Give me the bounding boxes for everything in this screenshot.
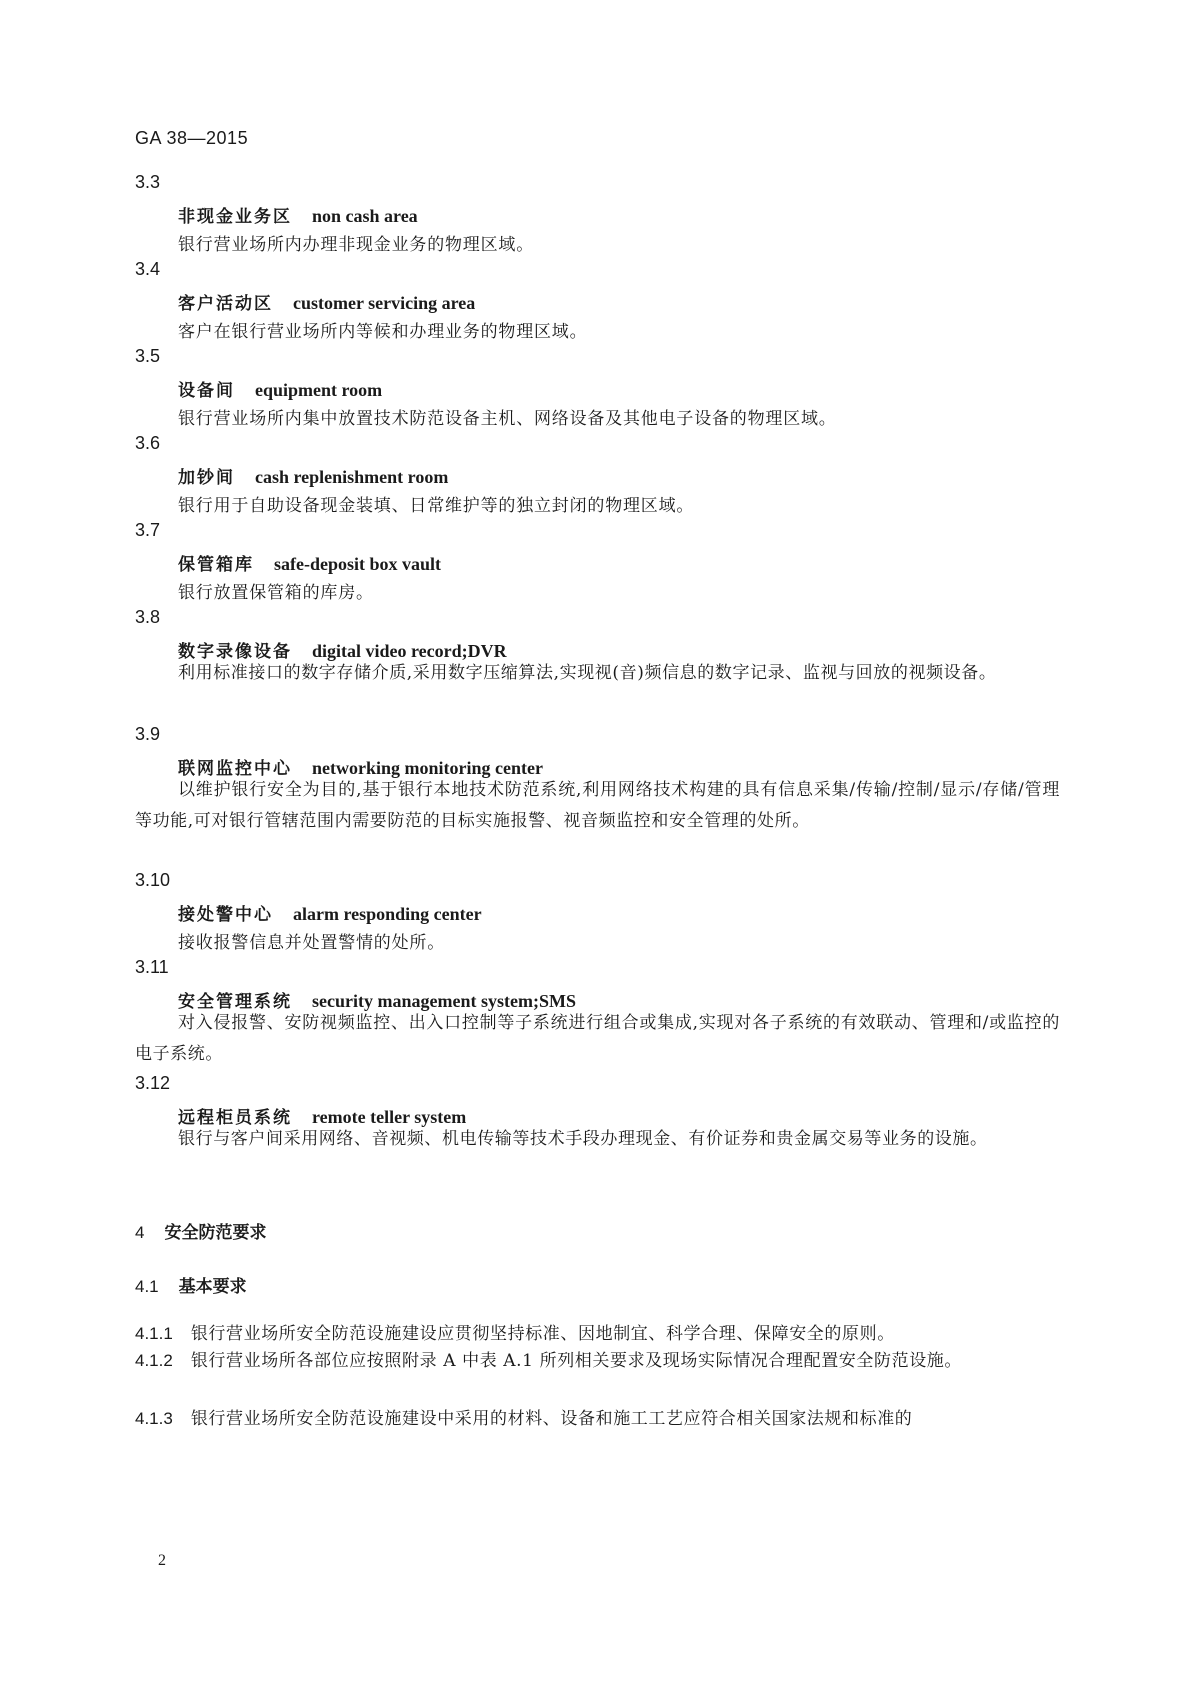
clause-number: 4.1.3	[135, 1409, 173, 1428]
term-en: networking monitoring center	[312, 758, 543, 778]
clause-text: 银行营业场所安全防范设施建设应贯彻坚持标准、因地制宜、科学合理、保障安全的原则。	[190, 1324, 895, 1344]
term-zh: 非现金业务区	[178, 207, 292, 227]
term-definition: 银行营业场所内办理非现金业务的物理区域。	[178, 235, 534, 255]
term-number: 3.10	[135, 870, 171, 890]
term-en: cash replenishment room	[255, 467, 449, 487]
term-zh: 安全管理系统	[178, 992, 292, 1012]
clause	[135, 1345, 1060, 1377]
term-definition: 以维护银行安全为目的,基于银行本地技术防范系统,利用网络技术构建的具有信息采集/传输/控制/显示/存储/管理等功能,可对银行管辖范围内需要防范的目标实施报警、视音频监控和安全管理的处所。	[135, 780, 1060, 831]
term-zh: 客户活动区	[178, 294, 273, 314]
term-zh: 接处警中心	[178, 905, 273, 925]
term-number: 3.8	[135, 607, 161, 627]
term-number: 3.3	[135, 172, 161, 192]
term-en: digital video record;DVR	[312, 641, 507, 661]
term-title	[178, 202, 418, 227]
term-zh: 设备间	[178, 381, 235, 401]
term-definition: 银行与客户间采用网络、音视频、机电传输等技术手段办理现金、有价证券和贵金属交易等业务的设施。	[178, 1129, 988, 1149]
term-en: security management system;SMS	[312, 991, 576, 1011]
subsection-title: 基本要求	[178, 1277, 247, 1297]
clause	[135, 1403, 1060, 1435]
section-number: 4	[135, 1223, 145, 1242]
term-title	[178, 289, 475, 314]
term-definition: 客户在银行营业场所内等候和办理业务的物理区域。	[178, 322, 588, 342]
term-number: 3.4	[135, 259, 161, 279]
term-title	[178, 463, 448, 488]
term-definition: 接收报警信息并处置警情的处所。	[178, 933, 445, 953]
subsection-number: 4.1	[135, 1277, 159, 1296]
term-definition: 银行营业场所内集中放置技术防范设备主机、网络设备及其他电子设备的物理区域。	[178, 409, 837, 429]
section-heading	[135, 1218, 266, 1243]
term-title	[178, 900, 482, 925]
clause-text: 银行营业场所安全防范设施建设中采用的材料、设备和施工工艺应符合相关国家法规和标准的	[190, 1409, 913, 1429]
term-number: 3.6	[135, 433, 161, 453]
clause-number: 4.1.1	[135, 1324, 173, 1343]
term-zh: 保管箱库	[178, 555, 254, 575]
term-number: 3.12	[135, 1073, 171, 1093]
term-en: non cash area	[312, 206, 418, 226]
page-number: 2	[158, 1552, 166, 1569]
document-code: GA 38—2015	[135, 128, 249, 148]
clause-number: 4.1.2	[135, 1351, 173, 1370]
term-title	[178, 550, 441, 575]
term-zh: 远程柜员系统	[178, 1108, 292, 1128]
subsection-heading	[135, 1272, 247, 1297]
term-number: 3.5	[135, 346, 161, 366]
term-en: remote teller system	[312, 1107, 467, 1127]
term-definition: 银行放置保管箱的库房。	[178, 583, 374, 603]
clause-text: 银行营业场所各部位应按照附录 A 中表 A.1 所列相关要求及现场实际情况合理配置安全防范设施。	[190, 1351, 962, 1371]
term-number: 3.11	[135, 957, 169, 977]
section-title: 安全防范要求	[164, 1223, 267, 1243]
term-definition: 利用标准接口的数字存储介质,采用数字压缩算法,实现视(音)频信息的数字记录、监视与回放的视频设备。	[178, 663, 997, 683]
term-number: 3.9	[135, 724, 161, 744]
term-en: equipment room	[255, 380, 383, 400]
term-zh: 加钞间	[178, 468, 235, 488]
term-definition: 银行用于自助设备现金装填、日常维护等的独立封闭的物理区域。	[178, 496, 695, 516]
term-zh: 联网监控中心	[178, 759, 292, 779]
term-title	[178, 376, 382, 401]
term-en: alarm responding center	[293, 904, 482, 924]
term-zh: 数字录像设备	[178, 642, 292, 662]
term-en: customer servicing area	[293, 293, 476, 313]
term-en: safe-deposit box vault	[274, 554, 442, 574]
term-definition: 对入侵报警、安防视频监控、出入口控制等子系统进行组合或集成,实现对各子系统的有效联动、管理和/或监控的电子系统。	[135, 1013, 1060, 1064]
term-number: 3.7	[135, 520, 161, 540]
